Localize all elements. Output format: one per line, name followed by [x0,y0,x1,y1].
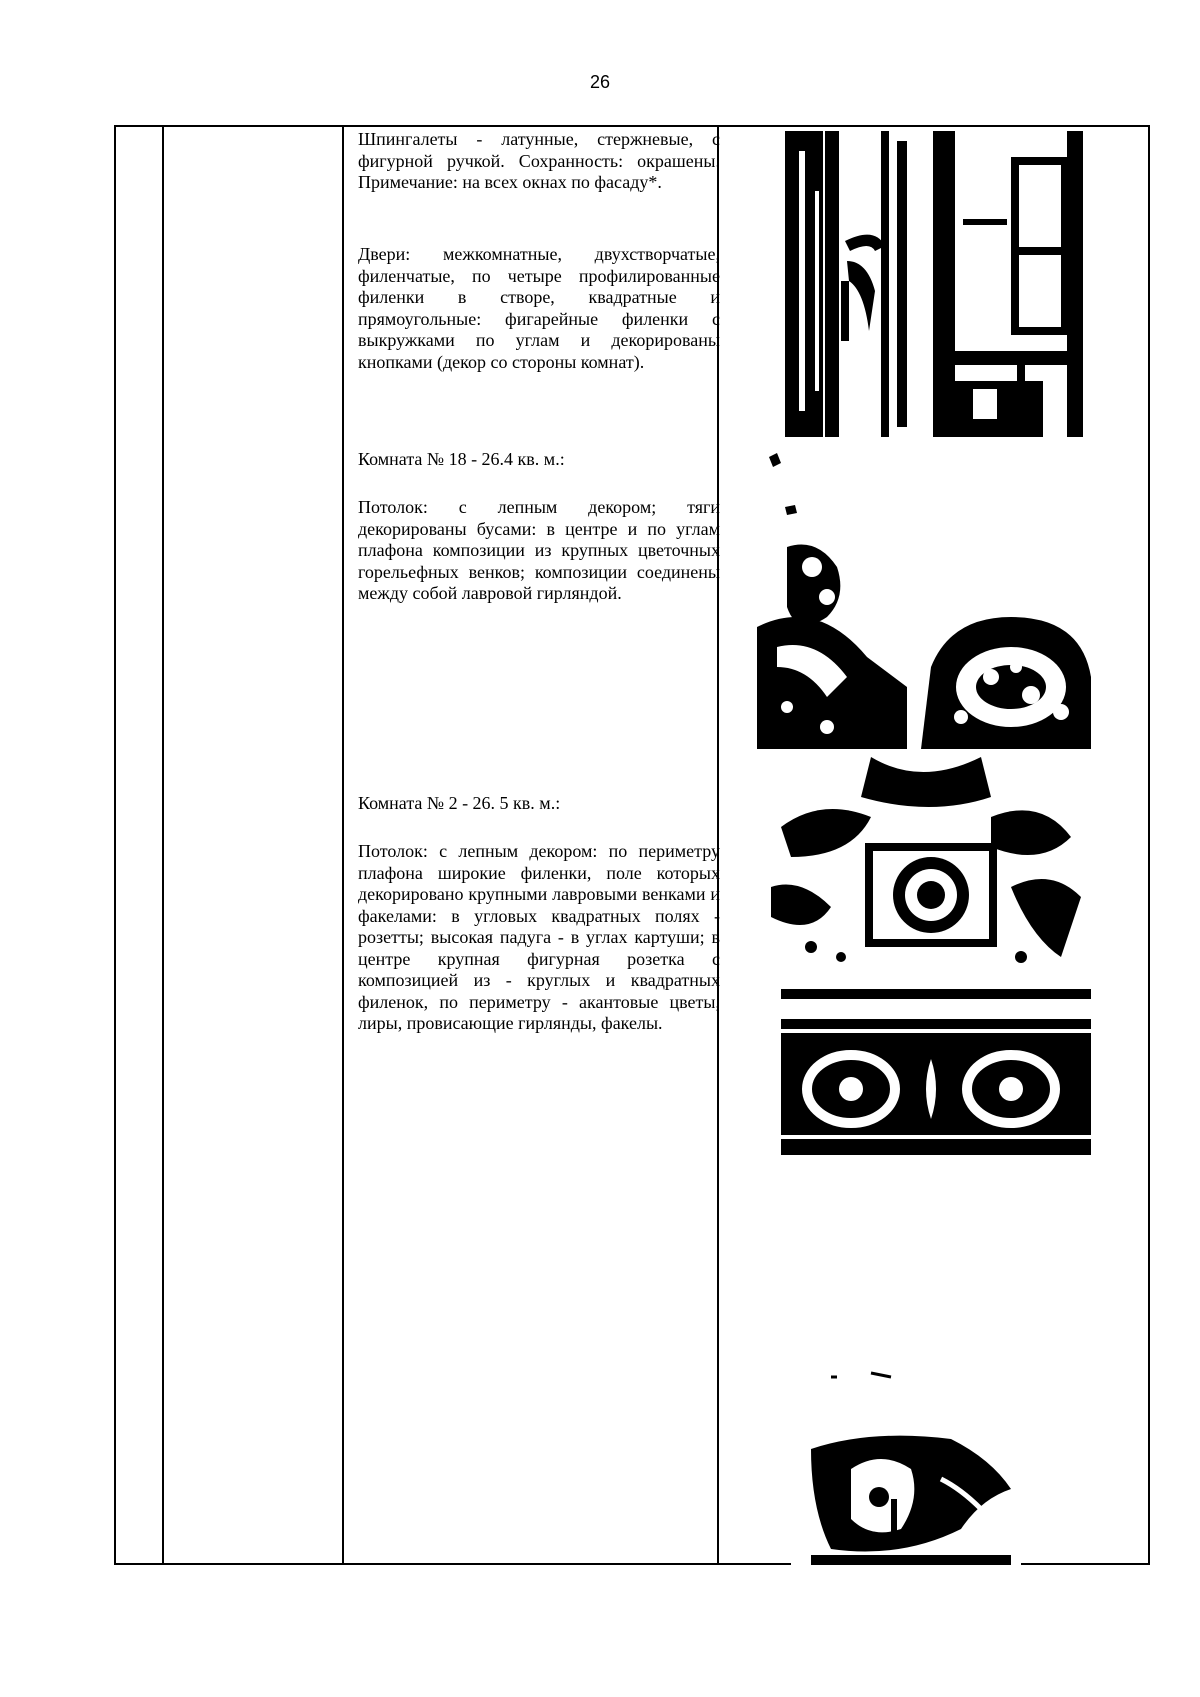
room-2-heading: Комната № 2 - 26. 5 кв. м.: [358,793,561,813]
stucco-wreath-photo-icon [757,447,907,749]
photo-column [721,127,1150,1563]
room-18-ceiling-paragraph: Потолок: с лепным декором; тяги декорированы бусами: в центре и по углам плафона композиции из крупных цветочных горельефных венков; композиции соединены между собой лавровой гирляндой. [358,497,720,603]
ceiling-rosette-photo-icon [771,757,1081,977]
door-panel-photo-icon [933,131,1083,437]
latches-paragraph: Шпингалеты - латунные, стержневые, с фигурной ручкой. Сохранность: окрашены. Примечание: на всех окнах по фасаду*. [358,129,720,192]
stucco-wreath-photo-icon [921,607,1093,749]
column-divider [342,127,344,1563]
inventory-table [114,125,1150,1565]
cartouche-photo-icon [791,1369,1021,1565]
column-divider [162,127,164,1563]
room-2-ceiling-paragraph: Потолок: с лепным декором: по периметру плафона широкие филенки, поле которых декорировано крупными лавровыми венками и факелами: в угловых квадратных полях - розетты; высокая падуга - в углах картуши; в центре крупная фигурная розетка с композицией из - круглых и квадратных филенок, по периметру - акантовые цветы, лиры, провисающие гирлянды, факелы. [358,841,720,1033]
window-latch-photo-icon [785,131,915,437]
doors-paragraph: Двери: межкомнатные, двухстворчатые, филенчатые, по четыре профилированные филенки в створе, квадратные и прямоугольные: фигарейные филенки с выкружками по углам и декорированы кнопками (декор со стороны комнат). [358,244,720,372]
room-18-heading: Комната № 18 - 26.4 кв. м.: [358,449,565,469]
ornamental-frieze-photo-icon [781,989,1091,1155]
page-number: 26 [589,72,611,92]
